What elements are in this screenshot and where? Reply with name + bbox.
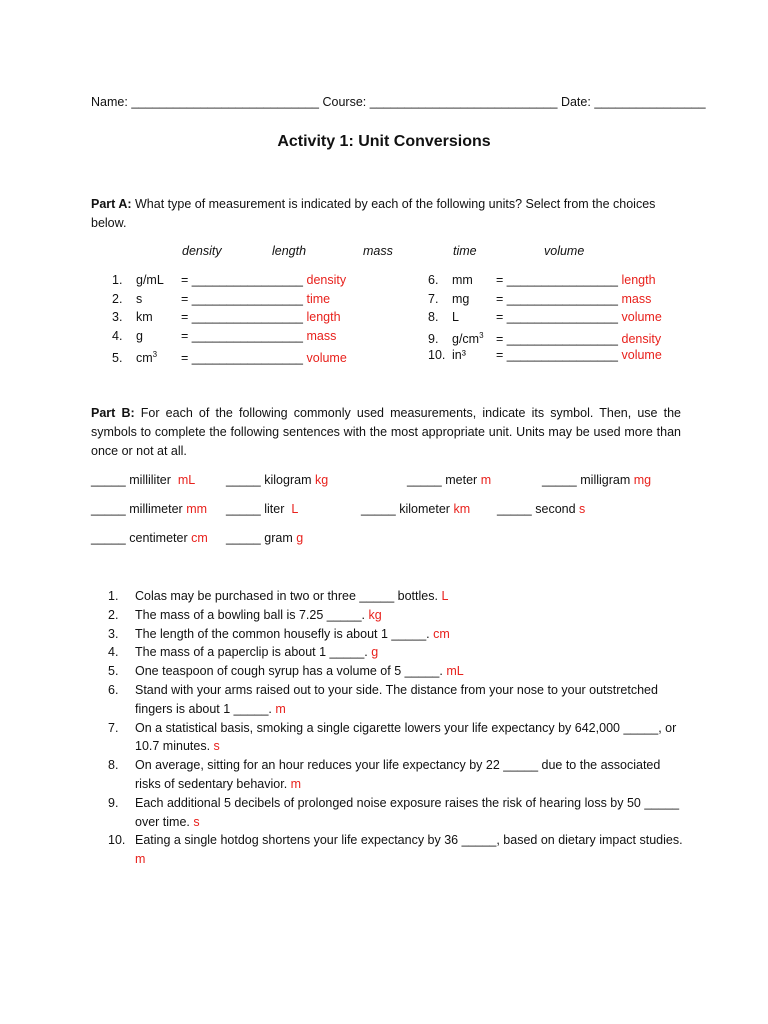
- row-number: 9.: [428, 332, 439, 347]
- row-number: 4.: [112, 329, 123, 343]
- unit-name: second: [535, 502, 576, 516]
- row-unit: km: [136, 310, 153, 324]
- answer-blank: ________________: [506, 332, 619, 347]
- row-answer: time: [306, 292, 331, 306]
- equals-sign: =: [181, 292, 192, 306]
- page-title: Activity 1: Unit Conversions: [277, 133, 491, 150]
- symbol-blank: _____: [226, 473, 261, 487]
- part-a-label: Part A:: [91, 197, 132, 211]
- row-answer: mass: [306, 329, 337, 343]
- part-b-label: Part B:: [91, 406, 135, 420]
- unit-symbol: km: [453, 502, 471, 516]
- item-answer: kg: [368, 607, 382, 622]
- part-a-row: [428, 308, 662, 326]
- item-answer: L: [441, 589, 449, 603]
- equals-sign: =: [496, 310, 507, 324]
- unit-item-kilogram: [226, 471, 328, 489]
- unit-name: milligram: [580, 473, 631, 487]
- header-line: [91, 93, 706, 111]
- row-answer: length: [306, 310, 341, 324]
- unit-exponent: 3: [479, 331, 484, 340]
- row-number: 8.: [428, 310, 439, 324]
- part-a-row: [428, 346, 662, 364]
- unit-symbol: mm: [186, 502, 208, 516]
- part-a-row: [112, 346, 347, 367]
- unit-item-millimeter: [91, 500, 207, 518]
- unit-item-centimeter: [91, 529, 208, 547]
- unit-item-meter: [407, 471, 491, 489]
- symbol-blank: _____: [226, 531, 261, 545]
- choice-density: density: [182, 244, 222, 258]
- row-number: 5.: [112, 351, 123, 366]
- item-number: 2.: [108, 607, 119, 622]
- row-unit: in³: [452, 348, 466, 362]
- row-number: 2.: [112, 292, 123, 306]
- equals-sign: =: [496, 292, 507, 306]
- course-blank: ___________________________: [369, 95, 558, 109]
- unit-name: milliliter: [129, 473, 171, 487]
- equals-sign: =: [181, 351, 192, 366]
- unit-item-milligram: [542, 471, 651, 489]
- equals-sign: =: [181, 310, 192, 324]
- choice-length: length: [272, 244, 307, 258]
- symbol-blank: _____: [361, 502, 396, 516]
- item-answer: m: [135, 852, 146, 867]
- equals-sign: =: [181, 273, 192, 287]
- item-number: 6.: [108, 682, 119, 697]
- answer-blank: ________________: [191, 273, 304, 287]
- unit-text: g/cm: [452, 332, 480, 347]
- answer-blank: ________________: [506, 348, 619, 362]
- answer-blank: ________________: [506, 310, 619, 324]
- item-text: The mass of a paperclip is about 1 _____.: [135, 645, 368, 660]
- row-number: 10.: [428, 348, 446, 362]
- list-item: [108, 756, 683, 794]
- list-item: [108, 587, 683, 606]
- unit-name: kilogram: [264, 473, 312, 487]
- unit-item-gram: [226, 529, 303, 547]
- item-answer: mL: [446, 664, 464, 679]
- unit-symbol: m: [480, 473, 492, 487]
- row-number: 1.: [112, 273, 123, 287]
- row-unit: [136, 346, 181, 367]
- row-unit: g/mL: [136, 273, 164, 287]
- item-text: Eating a single hotdog shortens your life expectancy by 36 _____, based on dietary impact studies.: [135, 833, 683, 848]
- unit-name: centimeter: [129, 531, 188, 545]
- unit-name: gram: [264, 531, 293, 545]
- choice-time: time: [453, 244, 477, 258]
- row-unit: s: [136, 292, 143, 306]
- symbol-blank: _____: [91, 531, 126, 545]
- unit-name: liter: [264, 502, 285, 516]
- unit-symbol: g: [296, 531, 304, 545]
- symbol-blank: _____: [226, 502, 261, 516]
- answer-blank: ________________: [191, 351, 304, 366]
- item-text: The length of the common housefly is about 1 _____.: [135, 626, 430, 641]
- list-item: [108, 643, 683, 662]
- item-number: 5.: [108, 664, 119, 679]
- symbol-blank: _____: [407, 473, 442, 487]
- item-text: Colas may be purchased in two or three _____ bottles.: [135, 589, 438, 603]
- part-a-row: [112, 327, 336, 345]
- row-number: 7.: [428, 292, 439, 306]
- answer-blank: ________________: [191, 292, 304, 306]
- part-a-question: [91, 195, 681, 233]
- symbol-blank: _____: [91, 502, 126, 516]
- row-answer: length: [621, 273, 656, 287]
- row-number: 6.: [428, 273, 439, 287]
- row-answer: density: [621, 332, 662, 347]
- row-unit: mg: [452, 292, 470, 306]
- item-answer: m: [290, 776, 302, 791]
- row-answer: density: [306, 273, 347, 287]
- unit-item-kilometer: [361, 500, 470, 518]
- item-number: 1.: [108, 589, 119, 603]
- choice-mass: mass: [363, 244, 393, 258]
- part-a-row: [112, 290, 330, 308]
- list-item: [108, 719, 683, 757]
- row-unit: mm: [452, 273, 473, 287]
- unit-symbol: kg: [314, 473, 329, 487]
- row-unit: [452, 327, 496, 348]
- equals-sign: =: [496, 332, 507, 347]
- date-label: Date:: [560, 95, 591, 109]
- sentence-list: [108, 587, 683, 869]
- unit-item-milliliter: [91, 471, 195, 489]
- date-blank: ________________: [594, 95, 706, 109]
- row-answer: volume: [306, 351, 347, 366]
- part-a-row: [428, 271, 656, 289]
- item-answer: g: [371, 645, 379, 660]
- row-answer: volume: [621, 310, 662, 324]
- unit-symbol: cm: [191, 531, 208, 545]
- unit-name: millimeter: [129, 502, 183, 516]
- list-item: [108, 606, 683, 625]
- list-item: [108, 831, 683, 869]
- unit-symbol: mg: [633, 473, 652, 487]
- part-b-instructions: [91, 404, 681, 461]
- name-blank: ___________________________: [131, 95, 320, 109]
- list-item: [108, 681, 683, 719]
- equals-sign: =: [496, 348, 507, 362]
- list-item: [108, 794, 683, 832]
- unit-exponent: 3: [152, 350, 158, 359]
- unit-symbol: L: [291, 502, 299, 516]
- item-answer: s: [213, 739, 220, 754]
- item-number: 9.: [108, 795, 119, 810]
- choice-volume: volume: [544, 244, 585, 258]
- answer-blank: ________________: [506, 292, 619, 306]
- part-a-row: [428, 290, 651, 308]
- item-text: On average, sitting for an hour reduces your life expectancy by 22 _____ due to the associated risks of sedentary behavior.: [135, 758, 661, 791]
- course-label: Course:: [322, 95, 367, 109]
- row-unit: L: [452, 310, 459, 324]
- answer-blank: ________________: [191, 310, 304, 324]
- unit-item-liter: [226, 500, 298, 518]
- item-answer: m: [275, 701, 286, 716]
- row-number: 3.: [112, 310, 123, 324]
- row-unit: g: [136, 329, 143, 343]
- item-text: One teaspoon of cough syrup has a volume of 5 _____.: [135, 664, 443, 679]
- row-answer: volume: [621, 348, 662, 362]
- symbol-blank: _____: [542, 473, 577, 487]
- item-number: 10.: [108, 833, 126, 848]
- list-item: [108, 662, 683, 681]
- equals-sign: =: [181, 329, 192, 343]
- item-text: Each additional 5 decibels of prolonged noise exposure raises the risk of hearing loss by 50 _____ over time.: [135, 795, 680, 829]
- unit-name: kilometer: [399, 502, 450, 516]
- answer-blank: ________________: [191, 329, 304, 343]
- part-a-text: What type of measurement is indicated by each of the following units? Select from the choices below.: [91, 197, 656, 230]
- unit-text: cm: [136, 351, 153, 366]
- row-answer: mass: [621, 292, 652, 306]
- item-answer: s: [193, 814, 200, 829]
- item-answer: cm: [433, 626, 450, 641]
- answer-blank: ________________: [506, 273, 619, 287]
- part-a-row: [112, 271, 346, 289]
- part-a-row: [112, 308, 341, 326]
- part-b-text: For each of the following commonly used measurements, indicate its symbol. Then, use the symbols to complete the following sentences with the most appropriate unit. Units may be used more than once or not at all.: [91, 406, 681, 458]
- item-number: 7.: [108, 720, 119, 735]
- symbol-blank: _____: [497, 502, 532, 516]
- unit-name: meter: [445, 473, 478, 487]
- list-item: [108, 625, 683, 644]
- symbol-blank: _____: [91, 473, 126, 487]
- item-number: 8.: [108, 758, 119, 773]
- unit-symbol: s: [579, 502, 586, 516]
- equals-sign: =: [496, 273, 507, 287]
- name-label: Name:: [91, 95, 128, 109]
- item-number: 4.: [108, 645, 119, 660]
- item-number: 3.: [108, 626, 119, 641]
- unit-item-second: [497, 500, 585, 518]
- unit-symbol: mL: [177, 473, 196, 487]
- part-a-row: [428, 327, 661, 348]
- item-text: Stand with your arms raised out to your side. The distance from your nose to your outstretched fingers is about 1 _____.: [135, 682, 658, 716]
- item-text: On a statistical basis, smoking a single cigarette lowers your life expectancy by 642,000 _____, or 10.7 minutes.: [135, 720, 677, 754]
- item-text: The mass of a bowling ball is 7.25 _____.: [135, 607, 365, 622]
